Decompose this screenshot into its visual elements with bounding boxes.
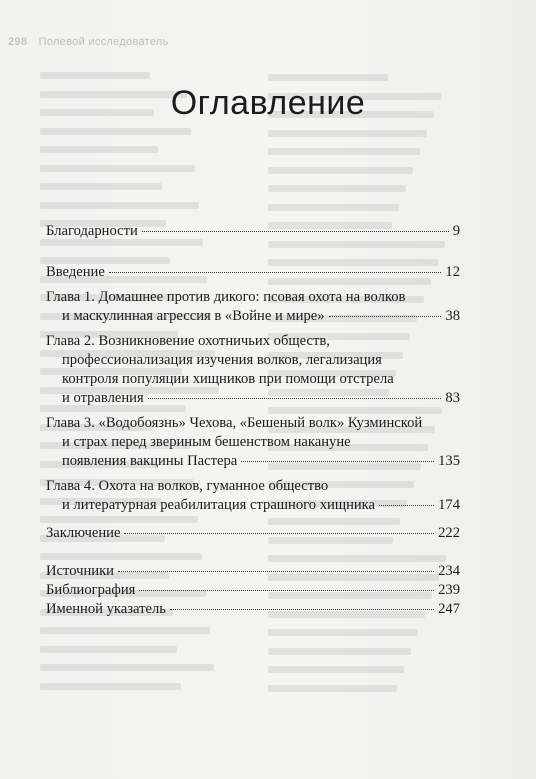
toc-entry-title: Благодарности — [46, 223, 138, 239]
ghost-line — [40, 646, 177, 653]
toc-entry[interactable] — [46, 332, 460, 408]
toc-entry-title: Именной указатель — [46, 601, 166, 617]
toc-entry-title: Введение — [46, 264, 105, 280]
toc-page-number: 9 — [452, 223, 460, 239]
dot-leader — [379, 505, 434, 506]
dot-leader — [118, 571, 434, 572]
ghost-line — [40, 165, 195, 172]
header-running-title: Полевой исследователь — [38, 36, 169, 48]
toc-entry-title: Библиография — [46, 582, 136, 598]
ghost-line — [268, 666, 404, 673]
dot-leader — [124, 533, 434, 534]
toc-entry-title: и страх перед звериным бешенством накануне — [62, 434, 351, 450]
ghost-line — [268, 648, 411, 655]
header-page-number: 298 — [8, 36, 28, 48]
toc-page-number: 174 — [438, 497, 460, 513]
toc-page-number: 239 — [438, 582, 460, 598]
running-header — [8, 36, 169, 48]
table-of-contents — [46, 222, 460, 619]
ghost-line — [268, 685, 397, 692]
toc-entry-title: Глава 2. Возникновение охотничьих обществ, — [46, 333, 330, 349]
toc-entry[interactable] — [46, 288, 460, 326]
ghost-line — [268, 148, 420, 155]
toc-entry-title: Источники — [46, 563, 114, 579]
toc-entry[interactable] — [46, 562, 460, 581]
ghost-line — [40, 183, 162, 190]
toc-entry-title: и маскулинная агрессия в «Войне и мире» — [62, 308, 325, 324]
toc-entry-title: и отравления — [62, 390, 144, 406]
toc-entry-title: Глава 3. «Водобоязнь» Чехова, «Бешеный волк» Кузминской — [46, 415, 423, 431]
dot-leader — [241, 461, 434, 462]
toc-page-number: 222 — [438, 525, 460, 541]
toc-entry[interactable] — [46, 222, 460, 241]
dot-leader — [139, 590, 434, 591]
ghost-line — [40, 72, 150, 79]
page-title: Оглавление — [170, 84, 366, 122]
ghost-line — [40, 627, 210, 634]
toc-entry-title: профессионализация изучения волков, легализация — [62, 352, 382, 368]
toc-entry[interactable] — [46, 581, 460, 600]
toc-entry-title: появления вакцины Пастера — [62, 453, 238, 469]
dot-leader — [170, 609, 434, 610]
toc-entry-title: контроля популяции хищников при помощи отстрела — [62, 371, 394, 387]
ghost-line — [268, 130, 427, 137]
toc-entry[interactable] — [46, 263, 460, 282]
toc-page-number: 83 — [445, 390, 460, 406]
toc-entry-title: Глава 1. Домашнее против дикого: псовая охота на волков — [46, 289, 406, 305]
dot-leader — [142, 231, 449, 232]
toc-page-number: 247 — [438, 601, 460, 617]
ghost-line — [268, 204, 399, 211]
dot-leader — [109, 272, 442, 273]
toc-page-number: 12 — [445, 264, 460, 280]
toc-entry[interactable] — [46, 414, 460, 471]
ghost-line — [268, 167, 413, 174]
toc-entry[interactable] — [46, 524, 460, 543]
toc-entry-title: Заключение — [46, 525, 121, 541]
ghost-line — [40, 146, 158, 153]
ghost-line — [40, 683, 181, 690]
dot-leader — [329, 316, 442, 317]
toc-page-number: 135 — [438, 453, 460, 469]
toc-page-number: 234 — [438, 563, 460, 579]
toc-entry-title: Глава 4. Охота на волков, гуманное общество — [46, 478, 329, 494]
ghost-line — [268, 629, 418, 636]
toc-page-number: 38 — [445, 308, 460, 324]
ghost-line — [268, 74, 388, 81]
ghost-line — [40, 664, 214, 671]
dot-leader — [148, 398, 442, 399]
toc-entry[interactable] — [46, 477, 460, 515]
toc-entry-title: и литературная реабилитация страшного хищника — [62, 497, 376, 513]
ghost-line — [268, 185, 406, 192]
ghost-line — [40, 202, 199, 209]
ghost-line — [40, 128, 191, 135]
toc-entry[interactable] — [46, 600, 460, 619]
